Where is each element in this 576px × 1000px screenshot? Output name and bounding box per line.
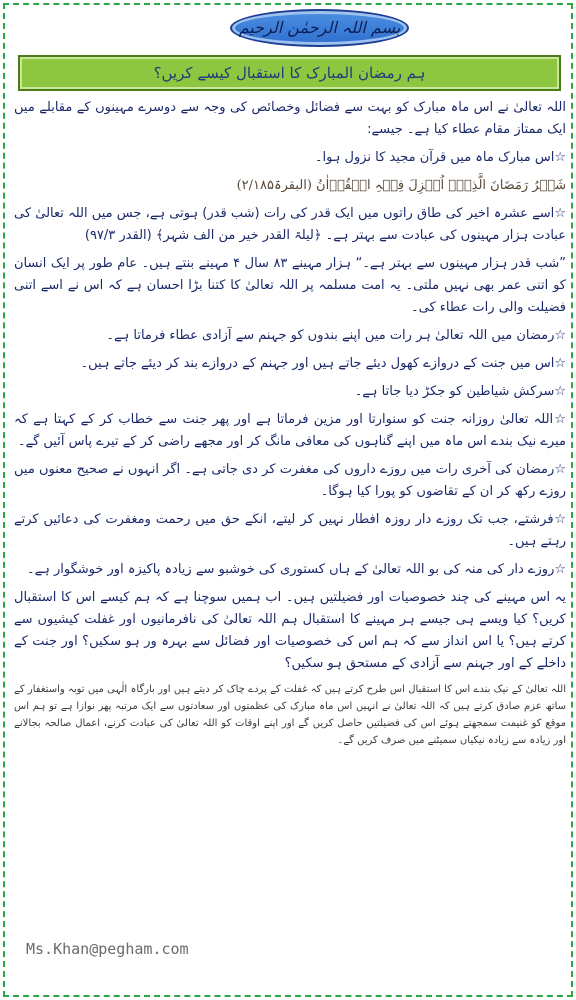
page-title: ہم رمضان المبارک کا استقبال کیسے کریں؟ — [18, 55, 561, 91]
quran-verse: شَہۡرُ رَمَضَانَ الَّذِیۡۤ اُنۡزِلَ فِیۡہِ الۡقُرۡاٰنُ (البقرۃ۲/۱۸۵) — [236, 178, 566, 193]
point-freedom-from-hell: ☆رمضان میں اللہ تعالیٰ ہر رات میں اپنے بندوں کو جہنم سے آزادی عطاء فرماتا ہے۔ — [106, 328, 566, 343]
point-devils-chained: ☆سرکش شیاطین کو جکڑ دیا جاتا ہے۔ — [354, 384, 566, 399]
closing-paragraph: اللہ تعالیٰ کے نیک بندے اس کا استقبال اس طرح کرتے ہیں کہ غفلت کے پردے چاک کر دیتے ہیں اور بارگاہ الٰہی میں توبہ واستغفار کے ساتھ عزم صادق کرتے ہیں کہ اللہ تعالیٰ نے انہیں اس ماہ مبارک کی عظمتوں اور سعادتوں سے ایک مرتبہ پھر نوازا ہے تو ہم اس موقع کو غنیمت سمجھتے ہوئے اس کی فضیلتیں حاصل کریں گے اور اپنے اوقات کو اللہ تعالیٰ کی عبادت کرنے، اعمال صالحہ بجالانے اور زیادہ سے زیادہ نیکیاں سمیٹنے میں صرف کریں گے۔ — [14, 684, 566, 746]
point-laylat-al-qadr: ☆اسے عشرہ اخیر کی طاق راتوں میں ایک قدر کی رات (شب قدر) ہوتی ہے، جس میں اللہ تعالیٰ کی عبادت ہزار مہینوں کی عبادت سے بہتر ہے۔ ﴿لیلۃ القدر خیر من الف شہر﴾ (القدر ۹۷/۳) — [14, 206, 566, 243]
point-quran: ☆اس مبارک ماہ میں قرآن مجید کا نزول ہوا۔ — [314, 150, 566, 165]
intro-paragraph: اللہ تعالیٰ نے اس ماہ مبارک کو بہت سے فضائل وخصائص کی وجہ سے دوسرے مہینوں کے مقابلے میں ایک ممتاز مقام عطاء کیا ہے۔ جیسے: — [14, 100, 566, 137]
point-angels-pray: ☆فرشتے، جب تک روزے دار روزہ افطار نہیں کر لیتے، انکے حق میں رحمت ومغفرت کی دعائیں کرتے رہتے ہیں۔ — [14, 512, 566, 549]
point-last-night-forgiveness: ☆رمضان کی آخری رات میں روزے داروں کی مغفرت کر دی جاتی ہے۔ اگر انہوں نے صحیح معنوں میں روزے رکھ کر ان کے تقاضوں کو پورا کیا ہوگا۔ — [14, 462, 566, 499]
paragraph-thousand-months: ”شب قدر ہزار مہینوں سے بہتر ہے۔“ ہزار مہینے ۸۳ سال ۴ مہینے بنتے ہیں۔ عام طور پر ایک انسان کو اتنی عمر بھی نہیں ملتی۔ یہ امت مسلمہ پر اللہ تعالیٰ کا کتنا بڑا احسان ہے کہ اس نے اسے اتنی فضیلت والی رات عطاء کی۔ — [14, 256, 566, 315]
point-paradise-adorned: ☆اللہ تعالیٰ روزانہ جنت کو سنوارتا اور مزین فرماتا ہے اور پھر جنت سے خطاب کر کے کہتا ہے کہ میرے نیک بندے اس ماہ میں اپنے گناہوں کی معافی مانگ کر اور مجھے راضی کر کے تیرے پاس آئیں گے۔ — [14, 412, 566, 449]
point-gates-opened: ☆اس میں جنت کے دروازے کھول دیئے جاتے ہیں اور جہنم کے دروازے بند کر دیئے جاتے ہیں۔ — [80, 356, 566, 371]
article-body — [14, 97, 566, 852]
paragraph-how-to-welcome: یہ اس مہینے کی چند خصوصیات اور فضیلتیں ہیں۔ اب ہمیں سوچنا ہے کہ ہم کیسے اس کا استقبال کریں؟ کیا ویسے ہی جیسے ہر مہینے کا استقبال ہم اللہ تعالیٰ کی نافرمانیوں اور غفلت کیشیوں سے کرتے ہیں؟ یا اس انداز سے کہ ہم اس کی خصوصیات اور فضائل سے بہرہ ور ہو سکیں؟ اور جنت کے داخلے کے اور جہنم سے آزادی کے مستحق ہو سکیں؟ — [14, 590, 566, 671]
point-fasting-breath: ☆روزے دار کی منہ کی بو اللہ تعالیٰ کے ہاں کستوری کی خوشبو سے زیادہ پاکیزہ اور خوشگوار ہے۔ — [26, 562, 566, 577]
bismillah-header: بسم اللہ الرحمٰن الرحیم — [230, 9, 409, 47]
author-signature: Ms.Khan@pegham.com — [26, 940, 189, 958]
